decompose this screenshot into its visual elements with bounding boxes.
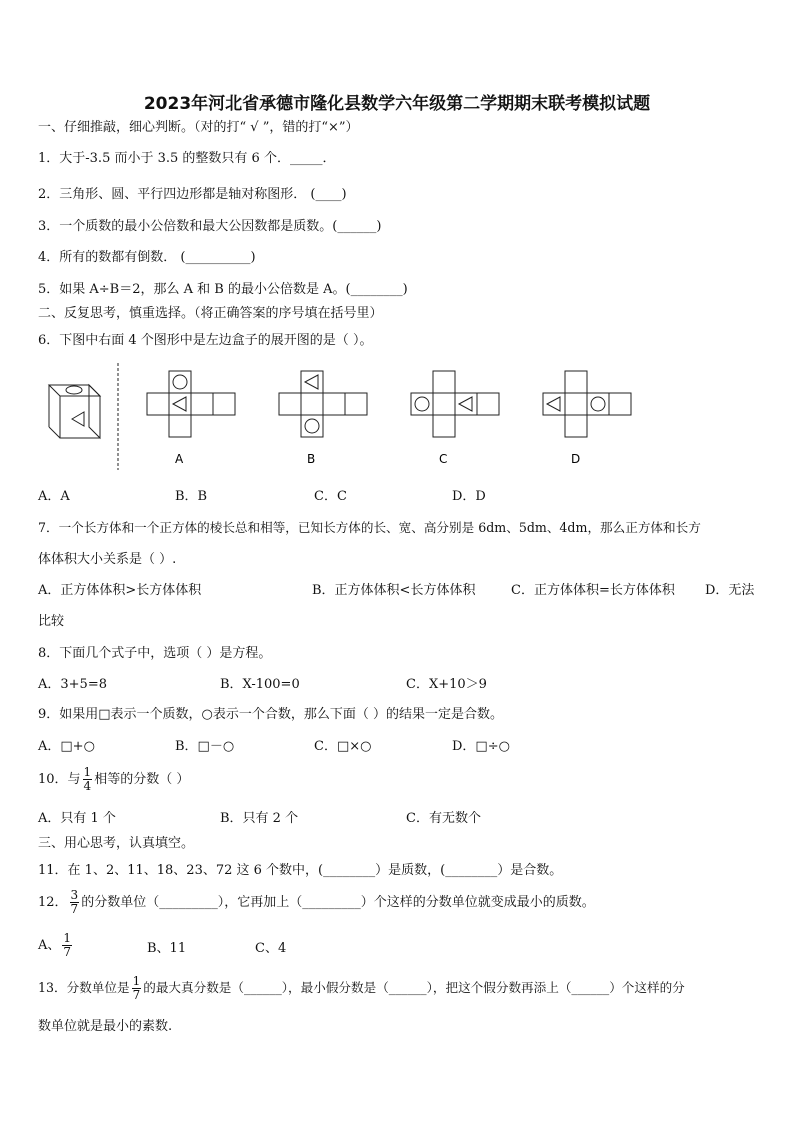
question-7-option-d: D．无法 [705, 583, 755, 598]
fraction-denominator: 7 [63, 945, 72, 959]
triangle-icon [72, 412, 84, 426]
question-13 [38, 975, 685, 1002]
question-9-option-b: B．□－○ [175, 739, 235, 754]
fraction-one-seventh [132, 975, 142, 1002]
question-10-option-c: C．有无数个 [406, 811, 481, 826]
question-7-line-2: 体体积大小关系是（ ）. [38, 552, 177, 567]
fraction-denominator: 4 [83, 779, 92, 793]
question-6-option-c: C．C [314, 489, 347, 504]
net-c [411, 371, 499, 437]
question-11: 11．在 1、2、11、18、23、72 这 6 个数中，(________）是质数，(________）是合数。 [38, 863, 563, 878]
question-12-option-c: C、4 [255, 941, 287, 956]
question-13-suffix: 的最大真分数是（______），最小假分数是（______），把这个假分数再添上（______）个这样的分 [143, 980, 685, 995]
question-6-option-a: A．A [38, 489, 70, 504]
triangle-icon [459, 397, 472, 411]
page-title: 2023年河北省承德市隆化县数学六年级第二学期期末联考模拟试题 [143, 94, 651, 114]
triangle-icon [547, 397, 560, 411]
net-d [543, 371, 631, 437]
option-a-prefix: A、 [38, 938, 61, 953]
box-3d [49, 385, 100, 438]
question-8-option-a: A．3+5=8 [38, 677, 107, 692]
question-12-option-a [38, 932, 74, 959]
fraction-one-seventh [62, 932, 72, 959]
question-7-line-1: 7．一个长方体和一个正方体的棱长总和相等，已知长方体的长、宽、高分别是 6dm、5dm、4dm，那么正方体和长方 [38, 520, 701, 535]
question-9: 9．如果用□表示一个质数，○表示一个合数，那么下面（ ）的结果一定是合数。 [38, 707, 504, 722]
net-label-c: C [439, 452, 448, 466]
question-12 [38, 889, 595, 916]
question-13-line-2: 数单位就是最小的素数. [38, 1019, 173, 1034]
net-label-d: D [571, 452, 581, 466]
question-10-suffix: 相等的分数（ ） [94, 772, 190, 787]
fraction-numerator: 1 [132, 974, 141, 988]
question-13-prefix: 13．分数单位是 [38, 980, 130, 995]
question-7-option-b: B．正方体体积<长方体体积 [312, 583, 476, 598]
section-2-heading: 二、反复思考，慎重选择。（将正确答案的序号填在括号里） [38, 306, 383, 321]
question-12-suffix: 的分数单位（_________），它再加上（_________）个这样的分数单位就变成最小的质数。 [81, 895, 595, 910]
question-12-prefix: 12． [38, 895, 68, 910]
circle-icon [173, 375, 187, 389]
fraction-one-quarter [83, 766, 93, 793]
net-a [147, 371, 235, 437]
fraction-denominator: 7 [132, 988, 141, 1002]
question-10-option-b: B．只有 2 个 [220, 811, 299, 826]
question-4: 4．所有的数都有倒数． (__________) [38, 250, 256, 265]
question-6-option-d: D．D [452, 489, 486, 504]
question-3: 3．一个质数的最小公倍数和最大公因数都是质数。(______) [38, 219, 382, 234]
circle-icon [415, 397, 429, 411]
question-9-option-a: A．□+○ [38, 739, 95, 754]
question-6-figure [0, 0, 794, 480]
question-12-option-b: B、11 [147, 941, 187, 956]
fraction-numerator: 1 [83, 765, 92, 779]
question-8-option-c: C．X+10＞9 [406, 677, 487, 692]
question-7-option-a: A．正方体体积>长方体体积 [38, 583, 202, 598]
section-3-heading: 三、用心思考，认真填空。 [38, 836, 195, 851]
question-1: 1．大于-3.5 而小于 3.5 的整数只有 6 个．_____． [38, 151, 336, 166]
fraction-three-sevenths [70, 889, 80, 916]
fraction-numerator: 1 [63, 931, 72, 945]
question-5: 5．如果 A÷B＝2，那么 A 和 B 的最小公倍数是 A。(________) [38, 282, 408, 297]
question-10 [38, 766, 189, 793]
section-1-heading: 一、仔细推敲，细心判断。（对的打“ √ ”，错的打“×”） [38, 120, 359, 135]
triangle-icon [173, 397, 186, 411]
question-8-option-b: B．X-100=0 [220, 677, 300, 692]
fraction-denominator: 7 [70, 902, 79, 916]
question-6: 6．下图中右面 4 个图形中是左边盒子的展开图的是（ ）。 [38, 333, 373, 348]
circle-icon [591, 397, 605, 411]
net-label-a: A [175, 452, 184, 466]
question-10-option-a: A．只有 1 个 [38, 811, 116, 826]
fraction-numerator: 3 [70, 888, 79, 902]
question-9-option-c: C．□×○ [314, 739, 372, 754]
question-9-option-d: D．□÷○ [452, 739, 510, 754]
net-label-b: B [307, 452, 316, 466]
question-10-prefix: 10．与 [38, 772, 81, 787]
question-8: 8．下面几个式子中，选项（ ）是方程。 [38, 646, 272, 661]
question-7-continuation: 比较 [38, 614, 65, 629]
question-7-option-c: C．正方体体积=长方体体积 [511, 583, 675, 598]
triangle-icon [305, 375, 318, 389]
question-6-option-b: B．B [175, 489, 208, 504]
circle-icon [305, 419, 319, 433]
net-b [279, 371, 367, 437]
question-2: 2．三角形、圆、平行四边形都是轴对称图形． (____) [38, 187, 347, 202]
